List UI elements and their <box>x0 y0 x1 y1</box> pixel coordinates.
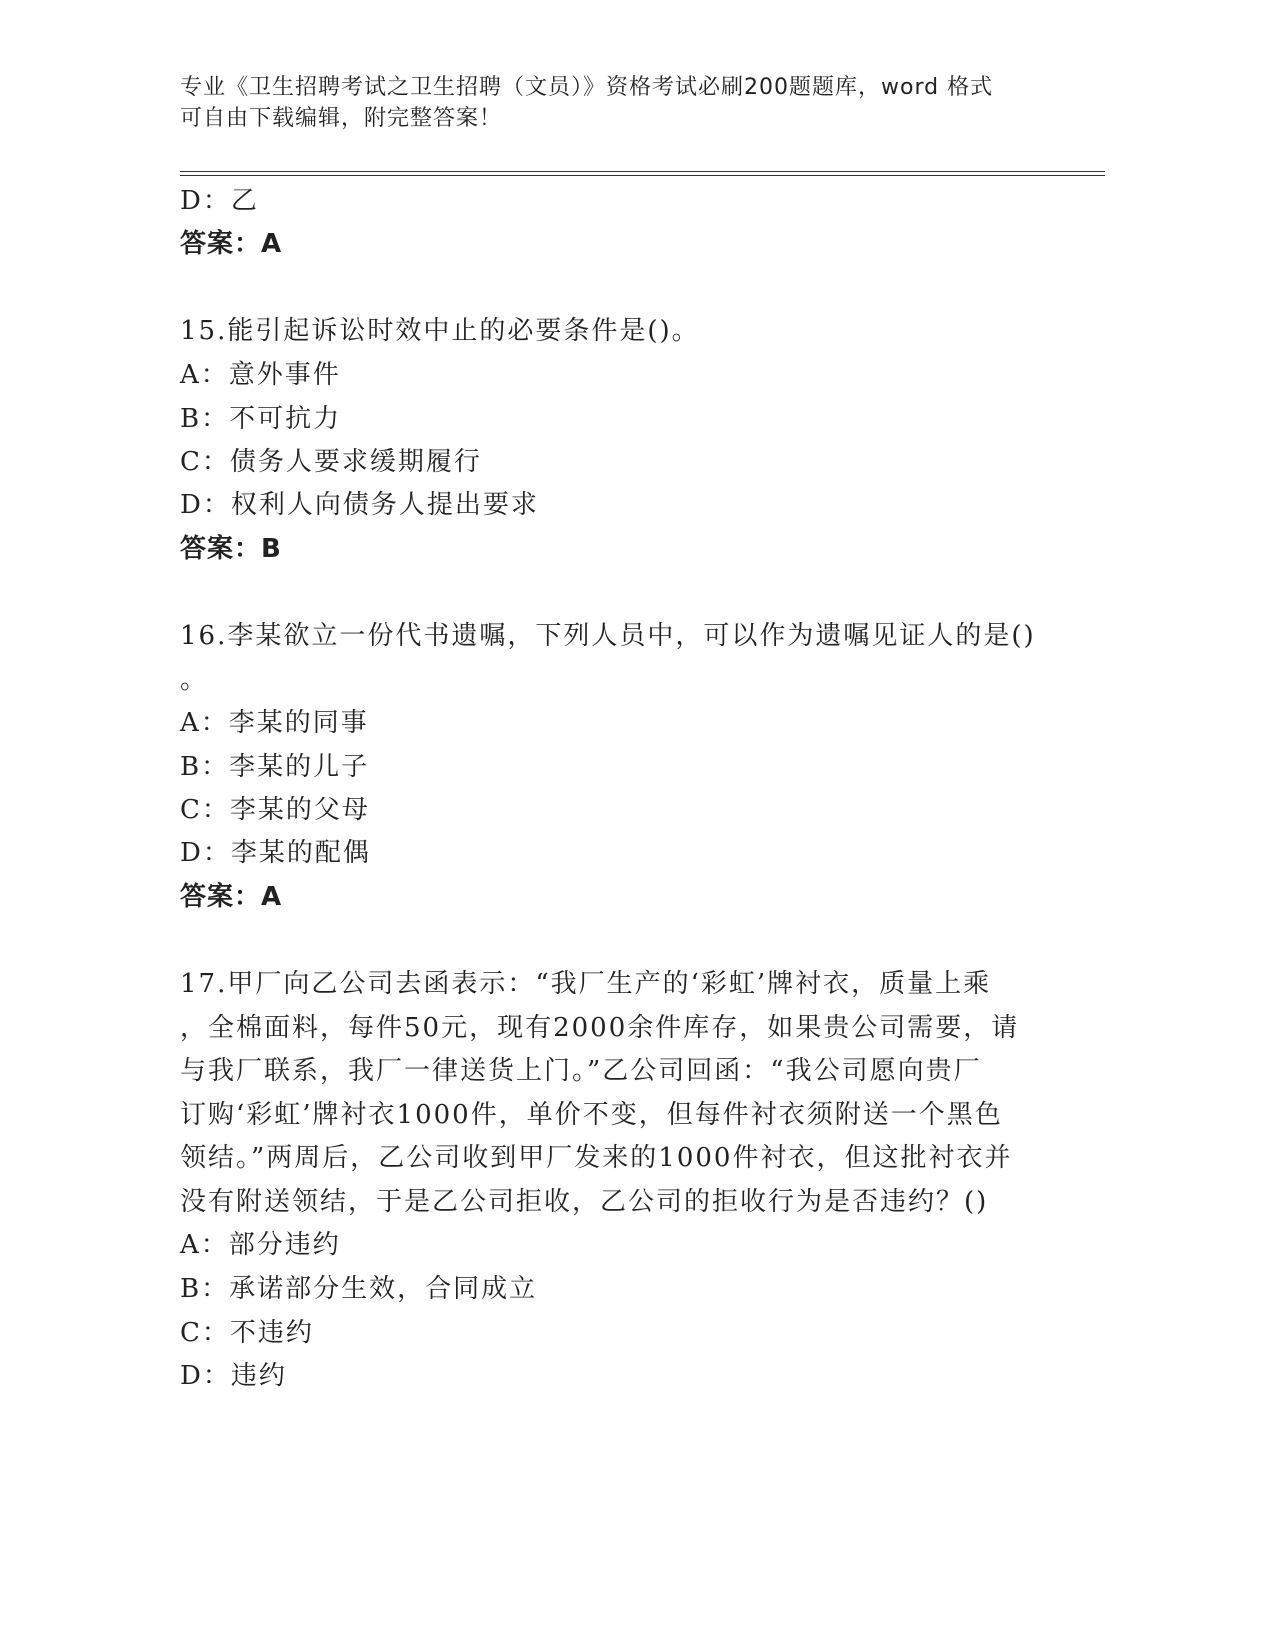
q17-option-c: C：不违约 <box>180 1318 314 1348</box>
header-rule-top <box>180 171 1105 172</box>
header-rule-bottom <box>180 175 1105 176</box>
q17-question-line-3: 与我厂联系，我厂一律送货上门。”乙公司回函：“我公司愿向贵厂 <box>180 1056 982 1086</box>
header-title-line-2: 可自由下载编辑，附完整答案！ <box>180 106 503 131</box>
q16-question-line-2: 。 <box>180 665 209 695</box>
q15-option-d: D：权利人向债务人提出要求 <box>180 490 539 520</box>
q17-option-b: B：承诺部分生效，合同成立 <box>180 1274 538 1304</box>
q17-question-line-6: 没有附送领结，于是乙公司拒收，乙公司的拒收行为是否违约？() <box>180 1187 989 1217</box>
q16-option-b: B：李某的儿子 <box>180 752 370 782</box>
q15-option-c: C：债务人要求缓期履行 <box>180 447 482 477</box>
q15-option-a: A：意外事件 <box>180 360 341 390</box>
q15-question: 15.能引起诉讼时效中止的必要条件是()。 <box>180 316 700 346</box>
q16-option-d: D：李某的配偶 <box>180 838 371 868</box>
q14-answer: 答案：A <box>180 229 283 259</box>
q15-answer: 答案：B <box>180 534 282 564</box>
q17-question-line-4: 订购‘彩虹’牌衬衣1000件，单价不变，但每件衬衣须附送一个黑色 <box>180 1100 1003 1130</box>
q17-option-a: A：部分违约 <box>180 1230 341 1260</box>
q17-question-line-2: ，全棉面料，每件50元，现有2000余件库存，如果贵公司需要，请 <box>180 1013 1020 1043</box>
document-header <box>180 72 1060 134</box>
q16-option-a: A：李某的同事 <box>180 708 369 738</box>
q17-option-d: D：违约 <box>180 1361 287 1391</box>
q15-option-b: B：不可抗力 <box>180 404 342 434</box>
q16-question-line-1: 16.李某欲立一份代书遗嘱，下列人员中，可以作为遗嘱见证人的是() <box>180 621 1036 651</box>
q16-answer: 答案：A <box>180 882 283 912</box>
q16-option-c: C：李某的父母 <box>180 795 370 825</box>
q14-option-d: D：乙 <box>180 186 259 216</box>
q17-question-line-5: 领结。”两周后，乙公司收到甲厂发来的1000件衬衣，但这批衬衣并 <box>180 1143 1013 1173</box>
header-title-line-1: 专业《卫生招聘考试之卫生招聘（文员）》资格考试必刷200题题库，word 格式 <box>180 75 994 100</box>
q17-question-line-1: 17.甲厂向乙公司去函表示：“我厂生产的‘彩虹’牌衬衣，质量上乘 <box>180 969 992 999</box>
